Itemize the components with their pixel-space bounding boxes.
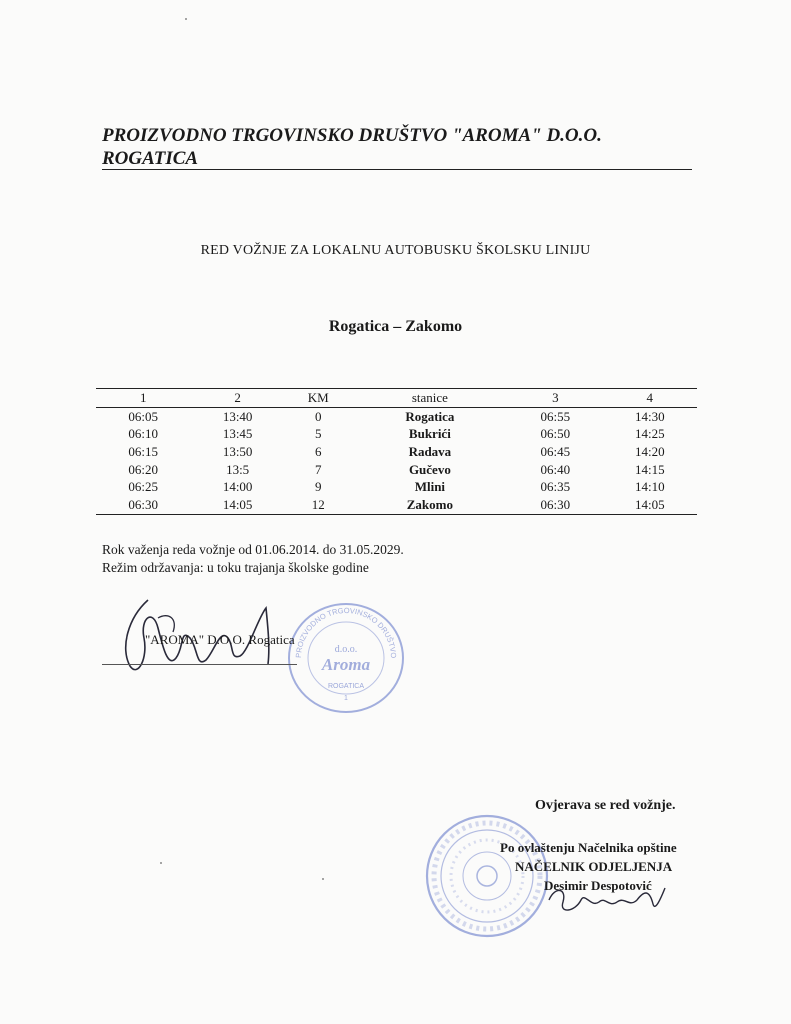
departure-4: 14:20 — [634, 443, 665, 459]
table-row — [96, 443, 697, 461]
approval-line-1: Po ovlaštenju Načelnika opštine — [500, 840, 677, 855]
col-header: 4 — [646, 390, 654, 405]
scan-speck — [322, 878, 324, 880]
station: Bukrići — [408, 426, 451, 442]
document-title: RED VOŽNJE ZA LOKALNU AUTOBUSKU ŠKOLSKU LINIJU — [200, 243, 591, 258]
col-header: 1 — [139, 390, 147, 405]
departure-4: 14:25 — [634, 426, 665, 442]
km: 9 — [314, 479, 322, 495]
departure-3: 06:45 — [540, 443, 571, 459]
departure-1: 06:15 — [128, 443, 159, 459]
station: Radava — [408, 443, 452, 459]
departure-2: 13:45 — [222, 426, 253, 442]
regime-note: Režim održavanja: u toku trajanja školske godine — [102, 560, 369, 575]
departure-2: 13:50 — [222, 443, 253, 459]
departure-4: 14:10 — [634, 479, 665, 495]
stamp-doo: d.o.o. — [334, 644, 358, 655]
company-stamp — [285, 600, 407, 716]
company-signature-label: "AROMA" D.O.O. Rogatica — [145, 632, 295, 647]
station: Mlini — [414, 479, 446, 495]
company-name: PROIZVODNO TRGOVINSKO DRUŠTVO "AROMA" D.O.O. — [102, 125, 602, 146]
table-row — [96, 426, 697, 444]
km: 0 — [314, 408, 322, 424]
departure-4: 14:05 — [634, 496, 665, 512]
departure-1: 06:25 — [128, 479, 159, 495]
km: 6 — [314, 443, 322, 459]
km: 5 — [314, 426, 322, 442]
departure-3: 06:55 — [540, 408, 571, 424]
route-title: Rogatica – Zakomo — [328, 318, 463, 335]
departure-3: 06:40 — [540, 461, 571, 477]
departure-1: 06:05 — [128, 408, 159, 424]
company-city: ROGATICA — [102, 148, 199, 169]
km: 7 — [314, 461, 322, 477]
departure-4: 14:15 — [634, 461, 665, 477]
stamp-city: ROGATICA — [327, 683, 365, 690]
departure-2: 13:40 — [222, 408, 253, 424]
departure-3: 06:30 — [540, 496, 571, 512]
timetable — [96, 388, 697, 515]
departure-2: 14:00 — [222, 479, 253, 495]
col-header: KM — [307, 390, 329, 405]
company-header — [102, 124, 692, 170]
departure-3: 06:50 — [540, 426, 571, 442]
approval-line-3: Desimir Despotović — [544, 878, 652, 893]
stamp-number: 1 — [344, 695, 348, 702]
table-row — [96, 478, 697, 496]
table-row — [96, 496, 697, 514]
timetable-header-row — [96, 389, 697, 408]
official-signature — [545, 878, 670, 920]
departure-2: 14:05 — [222, 496, 253, 512]
station: Zakomo — [406, 496, 453, 512]
col-header: 3 — [552, 390, 559, 405]
scan-speck — [160, 862, 162, 864]
table-row — [96, 461, 697, 479]
departure-1: 06:20 — [128, 461, 159, 477]
departure-3: 06:35 — [540, 479, 571, 495]
header-rule — [102, 169, 692, 170]
col-header: stanice — [411, 390, 448, 405]
col-header: 2 — [234, 390, 241, 405]
validity-note: Rok važenja reda vožnje od 01.06.2014. do 31.05.2029. — [102, 542, 404, 557]
station: Gučevo — [408, 461, 451, 477]
departure-1: 06:10 — [128, 426, 159, 442]
signature-line — [102, 664, 297, 665]
departure-2: 13:5 — [226, 461, 250, 477]
approval-line-2: NAČELNIK ODJELJENJA — [515, 859, 673, 874]
km: 12 — [311, 496, 325, 512]
departure-1: 06:30 — [128, 496, 159, 512]
table-row — [96, 408, 697, 426]
departure-4: 14:30 — [634, 408, 665, 424]
approval-label: Ovjerava se red vožnje. — [535, 798, 676, 813]
scan-speck — [185, 18, 187, 20]
stamp-ring-text: PROIZVODNO TRGOVINSKO DRUŠTVO — [293, 605, 399, 659]
stamp-brand: Aroma — [321, 655, 371, 674]
station: Rogatica — [405, 408, 455, 424]
